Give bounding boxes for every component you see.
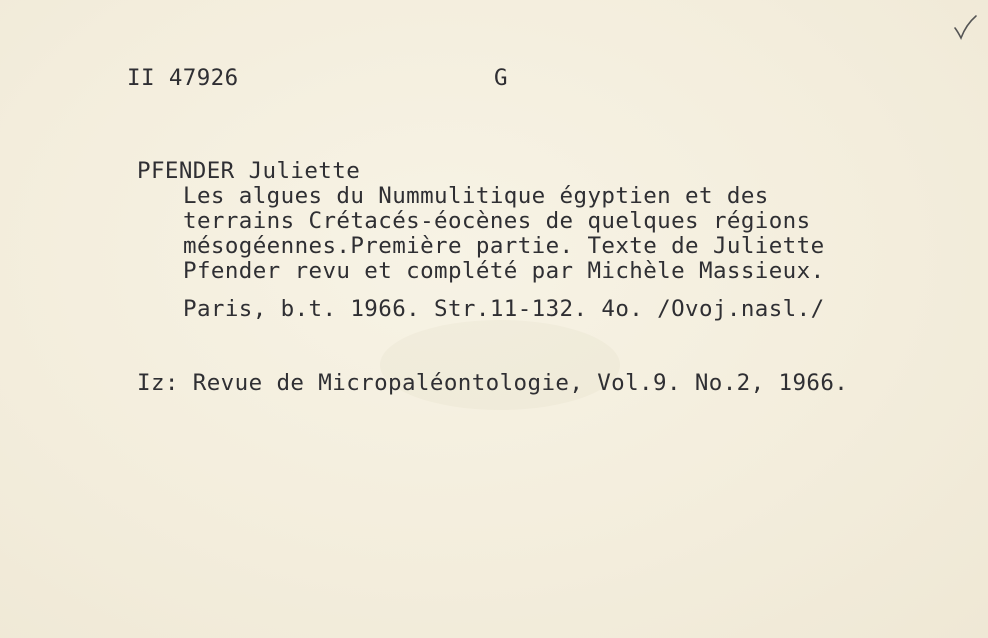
collection-mark: G [494, 65, 508, 91]
paper-stain [380, 320, 620, 410]
title-line-3: mésogéennes.Première partie. Texte de Juliette [183, 233, 825, 259]
author-name: PFENDER Juliette [137, 158, 361, 184]
title-line-1: Les algues du Nummulitique égyptien et des [183, 183, 769, 209]
call-number: II 47926 [127, 65, 239, 91]
title-line-2: terrains Crétacés-éocènes de quelques régions [183, 208, 811, 234]
checkmark-icon [952, 14, 978, 40]
source-line: Iz: Revue de Micropaléontologie, Vol.9. No.2, 1966. [137, 370, 849, 396]
imprint-line: Paris, b.t. 1966. Str.11-132. 4o. /Ovoj.nasl./ [183, 296, 825, 322]
title-line-4: Pfender revu et complété par Michèle Massieux. [183, 258, 825, 284]
